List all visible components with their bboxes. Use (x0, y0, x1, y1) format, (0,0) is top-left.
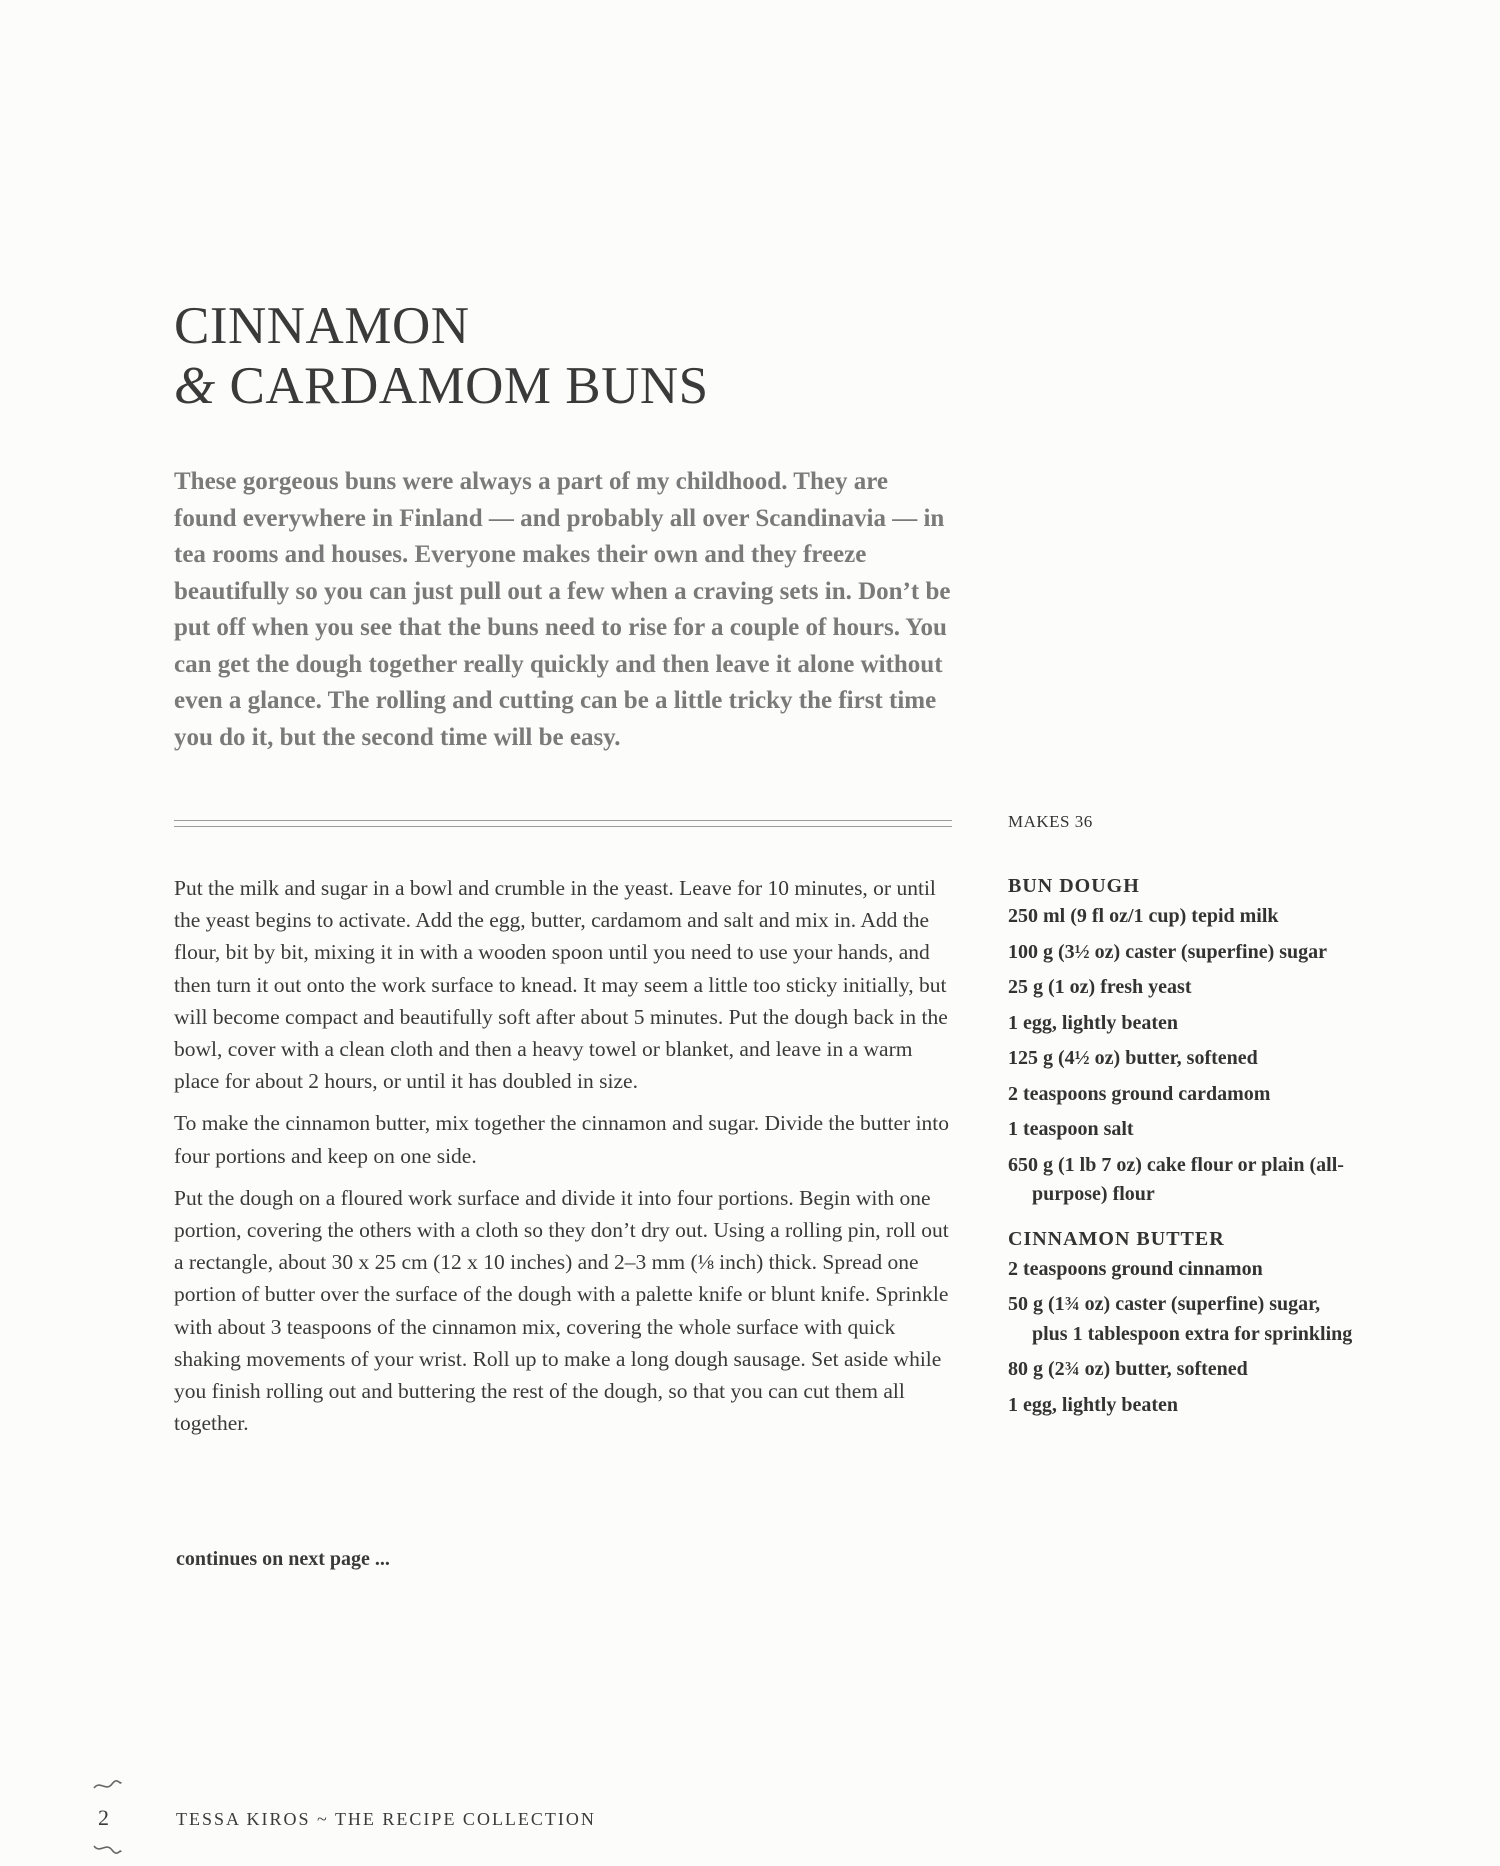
bun-dough-heading: BUN DOUGH (1008, 875, 1140, 897)
ingredient-item: 50 g (1¾ oz) caster (superfine) sugar, plus 1 tablespoon extra for sprinkling (1008, 1293, 1353, 1345)
ingredient-item: 250 ml (9 fl oz/1 cup) tepid milk (1008, 905, 1279, 927)
title-line-1: CINNAMON (174, 297, 470, 355)
title-ampersand: & (174, 357, 216, 415)
bun-dough-list (1008, 902, 1358, 1210)
cinnamon-butter-list (1008, 1255, 1358, 1421)
ingredient-item: 125 g (4½ oz) butter, softened (1008, 1047, 1258, 1069)
ingredient-item: 25 g (1 oz) fresh yeast (1008, 976, 1192, 998)
ingredient-item: 2 teaspoons ground cinnamon (1008, 1257, 1263, 1280)
ingredients-sidebar (1008, 812, 1358, 1438)
section-divider (174, 820, 952, 827)
intro-paragraph: These gorgeous buns were always a part of my childhood. They are found everywhere in Finland — and probably all over Scandinavia — in tea rooms and houses. Everyone makes their own and they freeze beautifully so you can just pull out a few when a craving sets in. Don’t be put off when you see that the buns need to rise for a couple of hours. You can get the dough together really quickly and then leave it alone without even a glance. The rolling and cutting can be a little tricky the first time you do it, but the second time will be easy. (174, 468, 951, 751)
title-line-2-text: CARDAMOM BUNS (215, 357, 709, 415)
title-line-2 (174, 356, 934, 416)
ingredient-item: 1 egg, lightly beaten (1008, 1011, 1178, 1034)
page-number: 2 (98, 1805, 109, 1830)
method-paragraph: To make the cinnamon butter, mix together the cinnamon and sugar. Divide the butter into four portions and keep on one side. (174, 1111, 950, 1168)
ingredient-item: 100 g (3½ oz) caster (superfine) sugar (1008, 940, 1328, 963)
ingredient-item: 650 g (1 lb 7 oz) cake flour or plain (all-purpose) flour (1008, 1153, 1344, 1205)
method-paragraph: Put the dough on a floured work surface and divide it into four portions. Begin with one portion, covering the others with a cloth so they don’t dry out. Using a rolling pin, roll out a rectangle, about 30 x 25 cm (12 x 10 inches) and 2–3 mm (⅛ inch) thick. Spread one portion of butter over the surface of the dough with a palette knife or blunt knife. Sprinkle with about 3 teaspoons of the cinnamon mix, covering the whole surface with quick shaking movements of your wrist. Roll up to make a long dough sausage. Set aside while you finish rolling out and buttering the rest of the dough, so that you can cut them all together. (174, 1185, 949, 1436)
cinnamon-butter-heading: CINNAMON BUTTER (1008, 1227, 1225, 1250)
ingredient-item: 2 teaspoons ground cardamom (1008, 1082, 1271, 1105)
ingredient-item: 1 egg, lightly beaten (1008, 1393, 1178, 1416)
ingredient-item: 1 teaspoon salt (1008, 1118, 1134, 1140)
recipe-title (174, 296, 934, 416)
ornament-swirl-top-icon (90, 1778, 124, 1794)
method-paragraph: Put the milk and sugar in a bowl and crumble in the yeast. Leave for 10 minutes, or until the yeast begins to activate. Add the egg, butter, cardamom and salt and mix in. Add the flour, bit by bit, mixing it in with a wooden spoon until you need to use your hands, and then turn it out onto the work surface to knead. It may seem a little too sticky initially, but will become compact and beautifully soft after about 5 minutes. Put the dough back in the bowl, cover with a clean cloth and then a heavy towel or blanket, and leave in a warm place for about 2 hours, or until it has doubled in size. (174, 876, 948, 1094)
running-footer: TESSA KIROS ~ THE RECIPE COLLECTION (176, 1809, 596, 1829)
ornament-swirl-bottom-icon (90, 1840, 124, 1856)
method-text (174, 872, 952, 1449)
continues-note: continues on next page ... (176, 1548, 390, 1570)
yield-label: MAKES 36 (1008, 812, 1093, 831)
ingredient-item: 80 g (2¾ oz) butter, softened (1008, 1358, 1248, 1380)
